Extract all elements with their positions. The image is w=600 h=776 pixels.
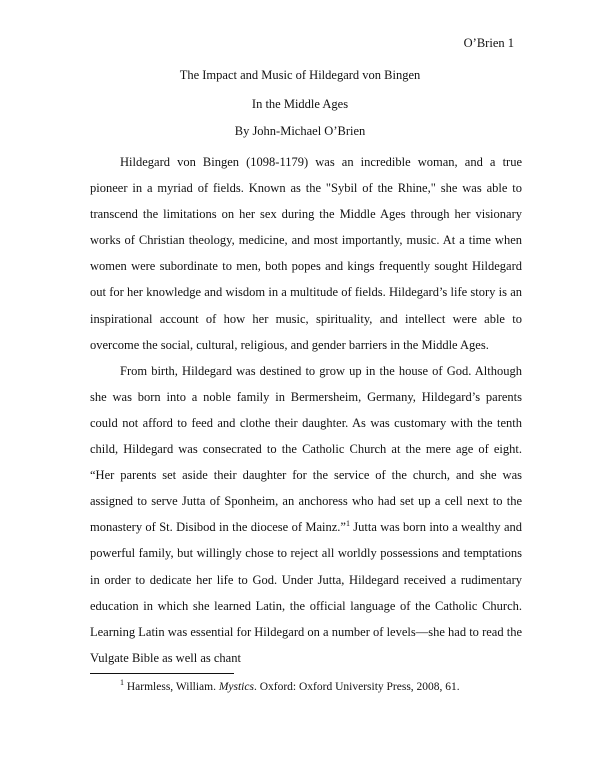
footnote-number: 1 bbox=[120, 678, 124, 688]
footnote-publication: . Oxford: Oxford University Press, 2008, 61. bbox=[253, 681, 460, 693]
footnote-work-title: Mystics bbox=[218, 681, 254, 693]
title-line-1: The Impact and Music of Hildegard von Bingen bbox=[179, 68, 421, 82]
body-text bbox=[90, 149, 522, 671]
page-header: O’Brien 1 bbox=[463, 36, 514, 50]
footnote-author: Harmless, William. bbox=[124, 681, 219, 693]
footnote bbox=[120, 678, 460, 693]
paragraph-2-text-a: From birth, Hildegard was destined to grow up in the house of God. Although she was born into a noble family in Bermersheim, Germany, Hildegard’s parents could not afford to feed and clothe their daughter. As was customary with the tenth child, Hildegard was consecrated to the Catholic Church at the mere age of eight. “Her parents set aside their daughter for the service of the church, and she was assigned to serve Jutta of Sponheim, an anchoress who had set up a cell next to the monastery of St. Disibod in the diocese of Mainz.” bbox=[90, 363, 522, 535]
footnote-divider bbox=[90, 673, 234, 674]
footnote-reference[interactable]: 1 bbox=[345, 519, 350, 529]
paragraph-1: Hildegard von Bingen (1098-1179) was an incredible woman, and a true pioneer in a myriad of fields. Known as the "Sybil of the Rhine," she was able to transcend the limitations on her sex during the Middle Ages through her visionary works of Christian theology, medicine, and most importantly, music. At a time when women were subordinate to men, both popes and kings frequently sought Hildegard out for her knowledge and wisdom in a multitude of fields. Hildegard’s life story is an inspirational account of how her music, spirituality, and intellect were able to overcome the social, cultural, religious, and gender barriers in the Middle Ages. bbox=[90, 155, 522, 352]
title-line-2: In the Middle Ages bbox=[251, 97, 349, 111]
author-line: By John-Michael O’Brien bbox=[234, 124, 366, 138]
paragraph-2 bbox=[90, 358, 522, 671]
paragraph-2-text-b: Jutta was born into a wealthy and powerful family, but willingly chose to reject all worldly possessions and temptations in order to dedicate her life to God. Under Jutta, Hildegard received a rudimentary education in which she learned Latin, the official language of the Catholic Church. Learning Latin was essential for Hildegard on a number of levels—she had to read the Vulgate Bible as well as chant bbox=[90, 520, 522, 665]
